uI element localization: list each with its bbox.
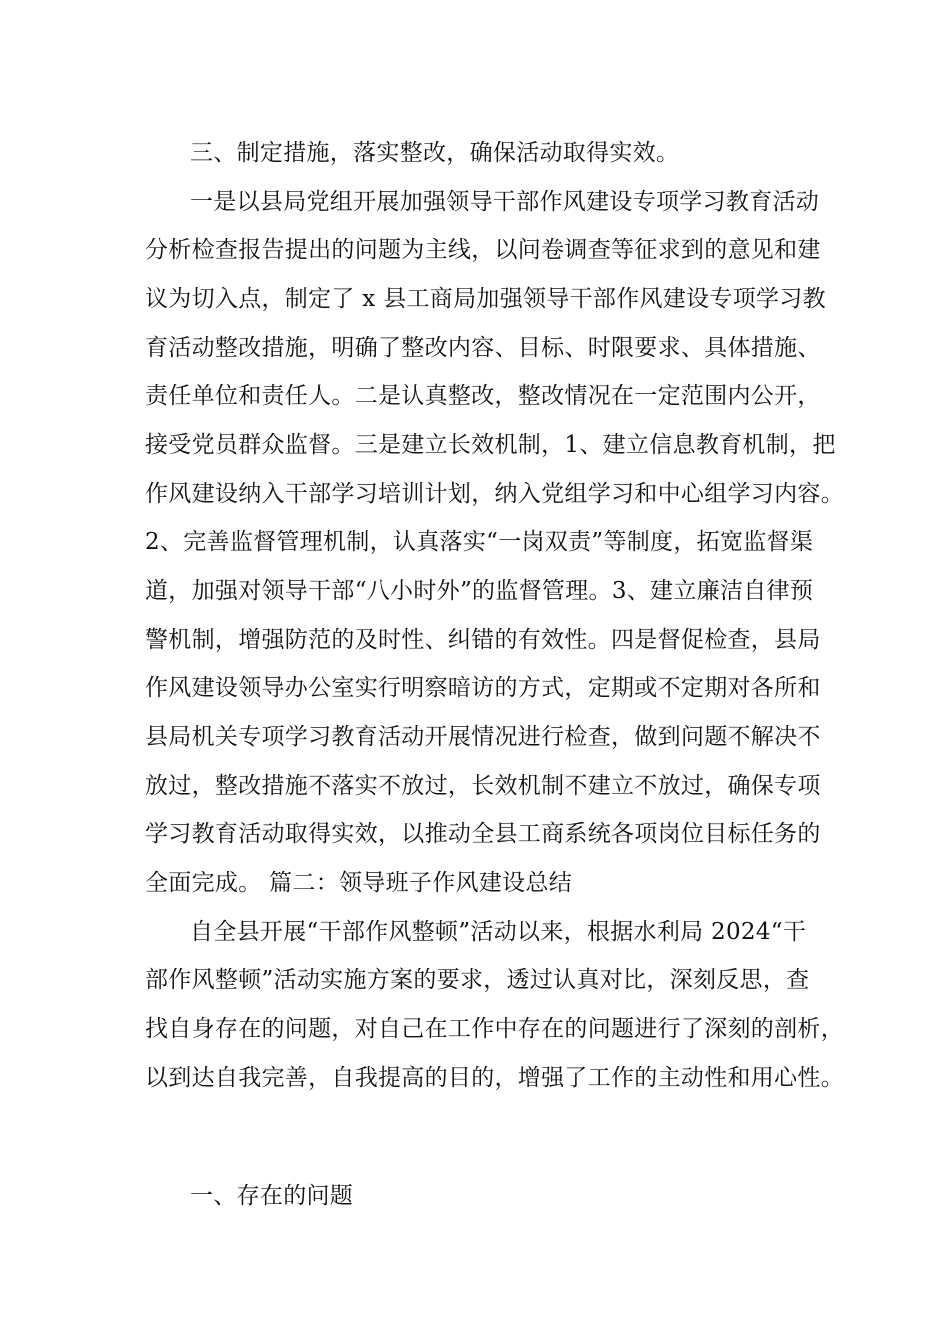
paragraph-line: 作风建设纳入干部学习培训计划，纳入党组学习和中心组学习内容。 — [145, 481, 844, 507]
paragraph-line-with-title: 全面完成。 篇二：领导班子作风建设总结 — [145, 870, 573, 896]
paragraph-line: 育活动整改措施，明确了整改内容、目标、时限要求、具体措施、 — [145, 335, 821, 361]
paragraph-line: 道，加强对领导干部“八小时外”的监督管理。3、建立廉洁自律预 — [145, 578, 814, 604]
paragraph-line: 议为切入点，制定了 x 县工商局加强领导干部作风建设专项学习教 — [145, 286, 826, 312]
paragraph-line: 自全县开展“干部作风整顿”活动以来，根据水利局 2024“干 — [190, 919, 807, 945]
paragraph-line: 警机制，增强防范的及时性、纠错的有效性。四是督促检查，县局 — [145, 627, 821, 653]
paragraph-line: 以到达自我完善，自我提高的目的，增强了工作的主动性和用心性。 — [145, 1065, 844, 1091]
paragraph-line: 学习教育活动取得实效，以推动全县工商系统各项岗位目标任务的 — [145, 821, 821, 847]
paragraph-line: 找自身存在的问题，对自己在工作中存在的问题进行了深刻的剖析， — [145, 1016, 844, 1042]
section-heading-problems: 一、存在的问题 — [190, 1183, 354, 1209]
paragraph-line: 放过，整改措施不落实不放过，长效机制不建立不放过，确保专项 — [145, 773, 821, 799]
paragraph-line: 部作风整顿”活动实施方案的要求，透过认真对比，深刻反思，查 — [145, 967, 810, 993]
paragraph-line: 一是以县局党组开展加强领导干部作风建设专项学习教育活动 — [190, 189, 820, 215]
paragraph-line: 责任单位和责任人。二是认真整改，整改情况在一定范围内公开， — [145, 383, 821, 409]
paragraph-line: 2、完善监督管理机制，认真落实“一岗双责”等制度，拓宽监督渠 — [145, 529, 814, 555]
paragraph-line: 接受党员群众监督。三是建立长效机制，1、建立信息教育机制，把 — [145, 432, 836, 458]
paragraph-line: 作风建设领导办公室实行明察暗访的方式，定期或不定期对各所和 — [145, 675, 821, 701]
paragraph-line: 县局机关专项学习教育活动开展情况进行检查，做到问题不解决不 — [145, 724, 821, 750]
section-heading-measures: 三、制定措施，落实整改，确保活动取得实效。 — [190, 140, 680, 166]
paragraph-line: 分析检查报告提出的问题为主线，以问卷调查等征求到的意见和建 — [145, 237, 821, 263]
